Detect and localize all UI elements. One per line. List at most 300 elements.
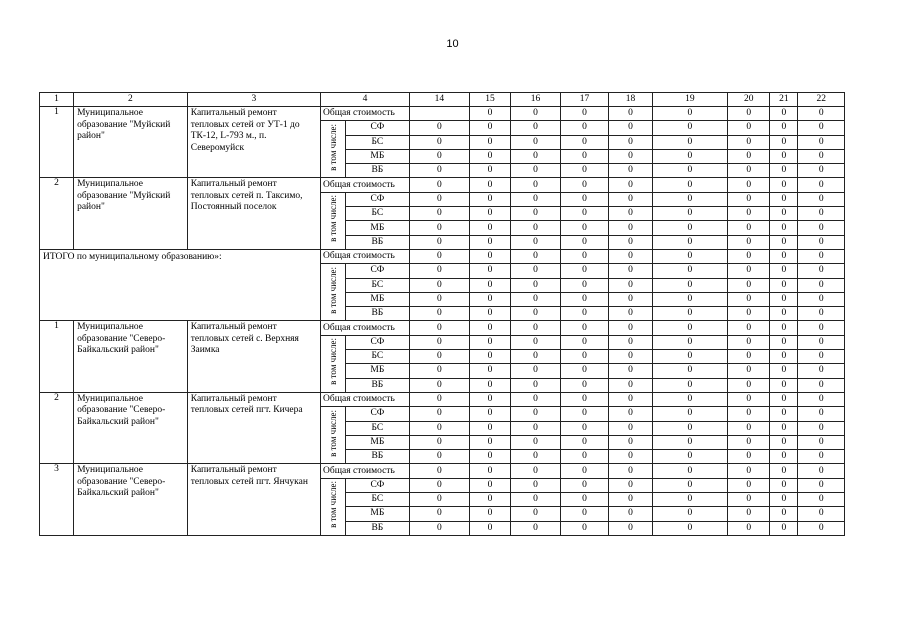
value-cell: 0 [409, 507, 469, 521]
total-cost-label: Общая стоимость [321, 464, 410, 478]
including-label: в том числе: [327, 123, 338, 171]
value-cell: 0 [652, 192, 727, 206]
fund-label: ВБ [345, 307, 409, 321]
value-cell: 0 [409, 178, 469, 192]
value-cell: 0 [770, 421, 798, 435]
value-cell: 0 [511, 121, 561, 135]
fund-label: МБ [345, 221, 409, 235]
value-cell: 0 [409, 464, 469, 478]
fund-label: БС [345, 421, 409, 435]
value-cell: 0 [728, 307, 770, 321]
value-cell: 0 [469, 149, 510, 163]
value-cell: 0 [728, 164, 770, 178]
header-cell: 1 [40, 93, 74, 107]
value-cell: 0 [511, 207, 561, 221]
row-number: 3 [40, 464, 74, 535]
value-cell: 0 [609, 421, 652, 435]
value-cell: 0 [798, 421, 845, 435]
value-cell: 0 [560, 149, 609, 163]
total-cost-label: Общая стоимость [321, 249, 410, 263]
value-cell: 0 [409, 264, 469, 278]
total-label: ИТОГО по муниципальному образованию»: [40, 249, 321, 320]
value-cell: 0 [560, 178, 609, 192]
value-cell: 0 [609, 321, 652, 335]
value-cell: 0 [409, 364, 469, 378]
value-cell: 0 [609, 178, 652, 192]
value-cell: 0 [770, 135, 798, 149]
value-cell: 0 [560, 221, 609, 235]
value-cell: 0 [560, 493, 609, 507]
value-cell: 0 [609, 207, 652, 221]
fund-label: БС [345, 350, 409, 364]
value-cell: 0 [560, 464, 609, 478]
value-cell: 0 [609, 450, 652, 464]
value-cell: 0 [511, 464, 561, 478]
header-cell: 15 [469, 93, 510, 107]
value-cell: 0 [770, 350, 798, 364]
value-cell: 0 [652, 249, 727, 263]
value-cell: 0 [511, 378, 561, 392]
value-cell: 0 [469, 335, 510, 349]
value-cell: 0 [511, 164, 561, 178]
header-cell: 14 [409, 93, 469, 107]
row-number: 1 [40, 321, 74, 392]
value-cell: 0 [511, 493, 561, 507]
value-cell: 0 [469, 235, 510, 249]
value-cell: 0 [511, 407, 561, 421]
value-cell: 0 [728, 364, 770, 378]
value-cell: 0 [652, 107, 727, 121]
value-cell: 0 [728, 335, 770, 349]
value-cell: 0 [469, 493, 510, 507]
value-cell: 0 [652, 178, 727, 192]
value-cell: 0 [560, 392, 609, 406]
including-label-cell [321, 121, 346, 178]
object-name: Капитальный ремонт тепловых сетей пгт. Кичера [187, 392, 320, 463]
header-cell: 16 [511, 93, 561, 107]
header-cell: 4 [321, 93, 410, 107]
value-cell: 0 [798, 392, 845, 406]
value-cell: 0 [511, 221, 561, 235]
total-cost-label: Общая стоимость [321, 107, 410, 121]
object-name: Капитальный ремонт тепловых сетей с. Верхняя Заимка [187, 321, 320, 392]
value-cell: 0 [728, 207, 770, 221]
value-cell: 0 [770, 335, 798, 349]
value-cell: 0 [409, 307, 469, 321]
value-cell: 0 [409, 378, 469, 392]
value-cell: 0 [798, 521, 845, 535]
value-cell: 0 [770, 221, 798, 235]
value-cell: 0 [770, 407, 798, 421]
value-cell: 0 [770, 192, 798, 206]
value-cell: 0 [469, 135, 510, 149]
value-cell: 0 [409, 278, 469, 292]
value-cell: 0 [652, 264, 727, 278]
value-cell: 0 [798, 178, 845, 192]
value-cell: 0 [728, 521, 770, 535]
value-cell: 0 [770, 107, 798, 121]
value-cell: 0 [609, 493, 652, 507]
value-cell: 0 [652, 278, 727, 292]
value-cell: 0 [409, 121, 469, 135]
value-cell: 0 [409, 235, 469, 249]
value-cell: 0 [560, 321, 609, 335]
including-label-cell [321, 478, 346, 535]
value-cell: 0 [798, 350, 845, 364]
value-cell: 0 [511, 235, 561, 249]
value-cell: 0 [560, 135, 609, 149]
value-cell: 0 [728, 507, 770, 521]
value-cell: 0 [609, 107, 652, 121]
value-cell: 0 [511, 335, 561, 349]
value-cell: 0 [798, 278, 845, 292]
value-cell: 0 [728, 450, 770, 464]
value-cell: 0 [560, 264, 609, 278]
table-row-group-start [40, 321, 845, 335]
object-name: Капитальный ремонт тепловых сетей от УТ-1 до ТК-12, L-793 м., п. Северомуйск [187, 107, 320, 178]
value-cell: 0 [469, 264, 510, 278]
value-cell: 0 [409, 450, 469, 464]
value-cell: 0 [652, 521, 727, 535]
value-cell: 0 [511, 192, 561, 206]
value-cell: 0 [798, 450, 845, 464]
value-cell: 0 [798, 364, 845, 378]
value-cell: 0 [609, 264, 652, 278]
value-cell: 0 [652, 364, 727, 378]
value-cell: 0 [728, 264, 770, 278]
value-cell: 0 [770, 435, 798, 449]
value-cell: 0 [770, 264, 798, 278]
value-cell: 0 [409, 335, 469, 349]
value-cell: 0 [469, 392, 510, 406]
header-row [40, 93, 845, 107]
fund-label: БС [345, 207, 409, 221]
including-label: в том числе: [327, 338, 338, 386]
value-cell: 0 [469, 350, 510, 364]
value-cell: 0 [560, 164, 609, 178]
value-cell: 0 [728, 478, 770, 492]
value-cell: 0 [560, 478, 609, 492]
value-cell: 0 [469, 421, 510, 435]
value-cell: 0 [770, 249, 798, 263]
value-cell: 0 [609, 149, 652, 163]
fund-label: СФ [345, 192, 409, 206]
fund-label: МБ [345, 149, 409, 163]
including-label: в том числе: [327, 195, 338, 243]
value-cell: 0 [469, 478, 510, 492]
value-cell: 0 [511, 278, 561, 292]
value-cell: 0 [560, 249, 609, 263]
value-cell: 0 [560, 235, 609, 249]
header-cell: 18 [609, 93, 652, 107]
value-cell: 0 [469, 278, 510, 292]
header-cell: 3 [187, 93, 320, 107]
value-cell: 0 [728, 435, 770, 449]
value-cell: 0 [609, 292, 652, 306]
value-cell: 0 [770, 493, 798, 507]
value-cell: 0 [798, 464, 845, 478]
value-cell: 0 [652, 507, 727, 521]
including-label: в том числе: [327, 409, 338, 457]
value-cell: 0 [469, 521, 510, 535]
value-cell: 0 [409, 135, 469, 149]
total-cost-label: Общая стоимость [321, 321, 410, 335]
value-cell: 0 [798, 192, 845, 206]
value-cell: 0 [469, 407, 510, 421]
table-row-group-start [40, 464, 845, 478]
value-cell: 0 [409, 221, 469, 235]
value-cell: 0 [652, 350, 727, 364]
fund-label: БС [345, 135, 409, 149]
value-cell: 0 [511, 521, 561, 535]
value-cell: 0 [652, 378, 727, 392]
value-cell: 0 [609, 364, 652, 378]
value-cell: 0 [560, 207, 609, 221]
value-cell: 0 [560, 407, 609, 421]
value-cell: 0 [560, 278, 609, 292]
including-label-cell [321, 407, 346, 464]
value-cell: 0 [770, 149, 798, 163]
value-cell: 0 [409, 421, 469, 435]
fund-label: ВБ [345, 521, 409, 535]
value-cell: 0 [560, 435, 609, 449]
value-cell: 0 [560, 378, 609, 392]
value-cell: 0 [652, 207, 727, 221]
value-cell: 0 [609, 192, 652, 206]
value-cell: 0 [770, 292, 798, 306]
value-cell: 0 [609, 307, 652, 321]
value-cell: 0 [469, 192, 510, 206]
header-cell: 2 [74, 93, 188, 107]
value-cell: 0 [728, 321, 770, 335]
value-cell: 0 [511, 364, 561, 378]
municipality-name: Муниципальное образование "Муйский район" [74, 107, 188, 178]
value-cell: 0 [652, 335, 727, 349]
value-cell: 0 [798, 221, 845, 235]
value-cell: 0 [511, 507, 561, 521]
value-cell: 0 [560, 521, 609, 535]
value-cell: 0 [560, 192, 609, 206]
fund-label: МБ [345, 364, 409, 378]
value-cell: 0 [798, 335, 845, 349]
value-cell: 0 [511, 450, 561, 464]
value-cell: 0 [652, 292, 727, 306]
value-cell: 0 [560, 450, 609, 464]
value-cell: 0 [409, 249, 469, 263]
value-cell: 0 [728, 107, 770, 121]
value-cell: 0 [798, 107, 845, 121]
value-cell: 0 [409, 521, 469, 535]
including-label: в том числе: [327, 266, 338, 314]
value-cell: 0 [798, 164, 845, 178]
value-cell: 0 [652, 121, 727, 135]
value-cell: 0 [728, 378, 770, 392]
value-cell: 0 [469, 378, 510, 392]
value-cell: 0 [798, 135, 845, 149]
value-cell: 0 [609, 278, 652, 292]
value-cell: 0 [469, 292, 510, 306]
fund-label: ВБ [345, 164, 409, 178]
value-cell: 0 [770, 164, 798, 178]
value-cell: 0 [511, 392, 561, 406]
value-cell: 0 [770, 392, 798, 406]
value-cell: 0 [469, 450, 510, 464]
value-cell: 0 [511, 249, 561, 263]
header-cell: 22 [798, 93, 845, 107]
value-cell: 0 [469, 307, 510, 321]
value-cell: 0 [609, 407, 652, 421]
value-cell: 0 [511, 421, 561, 435]
value-cell: 0 [511, 149, 561, 163]
value-cell: 0 [652, 478, 727, 492]
value-cell: 0 [409, 192, 469, 206]
including-label-cell [321, 264, 346, 321]
value-cell: 0 [798, 435, 845, 449]
value-cell: 0 [609, 164, 652, 178]
value-cell: 0 [798, 307, 845, 321]
value-cell: 0 [560, 421, 609, 435]
value-cell: 0 [770, 364, 798, 378]
fund-label: МБ [345, 292, 409, 306]
value-cell: 0 [770, 521, 798, 535]
value-cell: 0 [469, 178, 510, 192]
value-cell: 0 [609, 464, 652, 478]
value-cell: 0 [560, 507, 609, 521]
value-cell: 0 [409, 392, 469, 406]
value-cell: 0 [469, 221, 510, 235]
value-cell: 0 [469, 507, 510, 521]
table-row-group-start [40, 392, 845, 406]
value-cell: 0 [609, 135, 652, 149]
value-cell: 0 [652, 435, 727, 449]
value-cell: 0 [770, 464, 798, 478]
fund-label: БС [345, 493, 409, 507]
value-cell: 0 [728, 407, 770, 421]
value-cell: 0 [770, 321, 798, 335]
value-cell: 0 [511, 292, 561, 306]
value-cell [409, 107, 469, 121]
value-cell: 0 [798, 507, 845, 521]
municipality-name: Муниципальное образование "Северо-Байкальский район" [74, 464, 188, 535]
value-cell: 0 [770, 278, 798, 292]
value-cell: 0 [798, 249, 845, 263]
value-cell: 0 [770, 478, 798, 492]
value-cell: 0 [609, 350, 652, 364]
value-cell: 0 [609, 249, 652, 263]
value-cell: 0 [609, 221, 652, 235]
value-cell: 0 [728, 249, 770, 263]
fund-label: СФ [345, 121, 409, 135]
value-cell: 0 [770, 121, 798, 135]
value-cell: 0 [652, 221, 727, 235]
value-cell: 0 [798, 321, 845, 335]
fund-label: СФ [345, 478, 409, 492]
value-cell: 0 [652, 321, 727, 335]
value-cell: 0 [798, 121, 845, 135]
value-cell: 0 [652, 164, 727, 178]
value-cell: 0 [609, 121, 652, 135]
including-label-cell [321, 192, 346, 249]
value-cell: 0 [728, 235, 770, 249]
municipality-name: Муниципальное образование "Муйский район" [74, 178, 188, 249]
header-cell: 19 [652, 93, 727, 107]
value-cell: 0 [560, 292, 609, 306]
value-cell: 0 [560, 350, 609, 364]
value-cell: 0 [560, 335, 609, 349]
value-cell: 0 [511, 107, 561, 121]
value-cell: 0 [409, 407, 469, 421]
table-row-group-start [40, 107, 845, 121]
value-cell: 0 [409, 435, 469, 449]
municipality-name: Муниципальное образование "Северо-Байкальский район" [74, 321, 188, 392]
value-cell: 0 [798, 207, 845, 221]
fund-label: СФ [345, 335, 409, 349]
value-cell: 0 [409, 164, 469, 178]
value-cell: 0 [770, 450, 798, 464]
value-cell: 0 [652, 450, 727, 464]
value-cell: 0 [798, 478, 845, 492]
value-cell: 0 [609, 235, 652, 249]
value-cell: 0 [652, 135, 727, 149]
value-cell: 0 [798, 264, 845, 278]
including-label-cell [321, 335, 346, 392]
value-cell: 0 [728, 221, 770, 235]
total-cost-label: Общая стоимость [321, 392, 410, 406]
fund-label: ВБ [345, 450, 409, 464]
value-cell: 0 [798, 378, 845, 392]
value-cell: 0 [511, 178, 561, 192]
value-cell: 0 [728, 464, 770, 478]
value-cell: 0 [469, 321, 510, 335]
value-cell: 0 [770, 235, 798, 249]
value-cell: 0 [728, 493, 770, 507]
value-cell: 0 [728, 421, 770, 435]
row-number: 1 [40, 107, 74, 178]
value-cell: 0 [409, 292, 469, 306]
value-cell: 0 [609, 478, 652, 492]
value-cell: 0 [469, 464, 510, 478]
fund-label: ВБ [345, 378, 409, 392]
object-name: Капитальный ремонт тепловых сетей п. Таксимо, Постоянный поселок [187, 178, 320, 249]
value-cell: 0 [511, 435, 561, 449]
value-cell: 0 [798, 235, 845, 249]
row-number: 2 [40, 178, 74, 249]
value-cell: 0 [511, 350, 561, 364]
value-cell: 0 [609, 392, 652, 406]
value-cell: 0 [728, 392, 770, 406]
value-cell: 0 [798, 292, 845, 306]
including-label: в том числе: [327, 481, 338, 529]
value-cell: 0 [609, 335, 652, 349]
object-name: Капитальный ремонт тепловых сетей пгт. Янчукан [187, 464, 320, 535]
value-cell: 0 [728, 192, 770, 206]
value-cell: 0 [511, 478, 561, 492]
value-cell: 0 [652, 493, 727, 507]
value-cell: 0 [469, 107, 510, 121]
value-cell: 0 [728, 135, 770, 149]
value-cell: 0 [469, 121, 510, 135]
value-cell: 0 [652, 149, 727, 163]
value-cell: 0 [770, 178, 798, 192]
value-cell: 0 [409, 350, 469, 364]
value-cell: 0 [728, 292, 770, 306]
value-cell: 0 [560, 307, 609, 321]
value-cell: 0 [409, 149, 469, 163]
value-cell: 0 [798, 149, 845, 163]
row-number: 2 [40, 392, 74, 463]
value-cell: 0 [560, 364, 609, 378]
value-cell: 0 [609, 378, 652, 392]
